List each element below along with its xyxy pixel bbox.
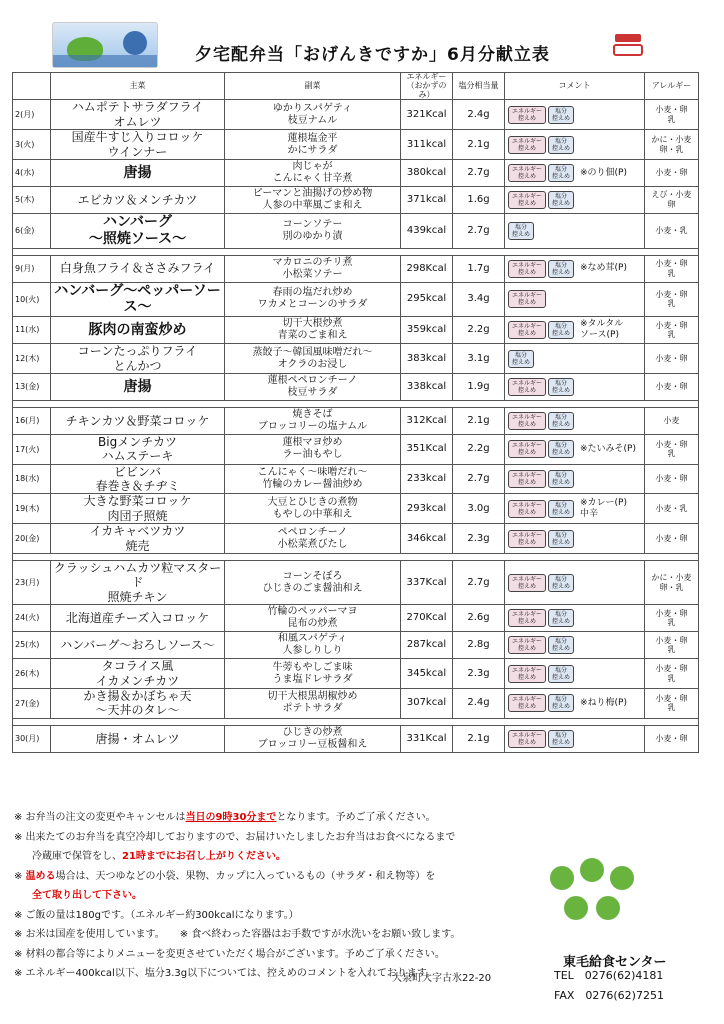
row-side-dish: コーンそぼろ ひじきのごま醤油和え — [225, 561, 401, 605]
row-salt: 2.1g — [453, 407, 505, 434]
row-side-dish: 蒸餃子～韓国風味噌だれ～ オクラのお浸し — [225, 344, 401, 374]
row-comment — [505, 213, 645, 248]
salt-low-chip: 塩分 控えめ — [548, 609, 574, 627]
row-comment — [505, 373, 645, 400]
row-day: 13(金) — [13, 373, 51, 400]
week-separator — [13, 248, 699, 255]
row-energy: 383kcal — [401, 344, 453, 374]
row-energy: 331Kcal — [401, 725, 453, 752]
row-salt: 2.8g — [453, 632, 505, 659]
row-energy: 233kcal — [401, 464, 453, 494]
row-day: 27(金) — [13, 689, 51, 719]
row-side-dish: コーンソテー 別のゆかり漬 — [225, 213, 401, 248]
salt-low-chip: 塩分 控えめ — [508, 222, 534, 240]
row-side-dish: 竹輪のペッパーマヨ 昆布の炒煮 — [225, 605, 401, 632]
row-note: ※のり佃(P) — [580, 167, 627, 178]
row-energy: 293kcal — [401, 494, 453, 524]
menu-row — [13, 632, 699, 659]
row-energy: 295kcal — [401, 282, 453, 317]
row-allergy: えび・小麦 卵 — [645, 186, 699, 213]
row-main-dish: クラッシュハムカツ粒マスタード 照焼チキン — [51, 561, 225, 605]
row-energy: 439kcal — [401, 213, 453, 248]
energy-low-chip: エネルギー 控えめ — [508, 378, 546, 396]
row-salt: 2.2g — [453, 434, 505, 464]
menu-row — [13, 434, 699, 464]
row-main-dish: 唐揚・オムレツ — [51, 725, 225, 752]
row-allergy: 小麦・乳 — [645, 494, 699, 524]
row-day: 24(火) — [13, 605, 51, 632]
row-salt: 2.6g — [453, 605, 505, 632]
row-side-dish: ペペロンチーノ 小松菜煮びたし — [225, 524, 401, 554]
row-main-dish: ハムポテトサラダフライ オムレツ — [51, 100, 225, 130]
row-side-dish: マカロニのチリ煮 小松菜ソテー — [225, 255, 401, 282]
menu-row — [13, 159, 699, 186]
row-salt: 2.7g — [453, 464, 505, 494]
frog-illustration — [546, 836, 646, 936]
week-separator — [13, 554, 699, 561]
row-note: ※なめ茸(P) — [580, 263, 627, 274]
menu-row — [13, 659, 699, 689]
row-comment — [505, 186, 645, 213]
week-separator — [13, 400, 699, 407]
note-fridge: 冷蔵庫で保管をし、21時までにお召し上がりください。 — [32, 851, 286, 862]
row-main-dish: チキンカツ＆野菜コロッケ — [51, 407, 225, 434]
menu-row — [13, 344, 699, 374]
row-day: 9(月) — [13, 255, 51, 282]
row-allergy: 小麦・卵 — [645, 725, 699, 752]
address: 大泉町大字古氷22-20 — [392, 973, 492, 984]
row-side-dish: ゆかりスパゲティ 枝豆ナムル — [225, 100, 401, 130]
row-main-dish: 北海道産チーズ入コロッケ — [51, 605, 225, 632]
salt-low-chip: 塩分 控えめ — [548, 106, 574, 124]
energy-low-chip: エネルギー 控えめ — [508, 290, 546, 308]
salt-low-chip: 塩分 控えめ — [548, 321, 574, 339]
row-energy: 380kcal — [401, 159, 453, 186]
row-day: 20(金) — [13, 524, 51, 554]
row-main-dish: 豚肉の南蛮炒め — [51, 317, 225, 344]
energy-low-chip: エネルギー 控えめ — [508, 321, 546, 339]
row-allergy: かに・小麦 卵・乳 — [645, 561, 699, 605]
row-allergy: 小麦・卵 乳 — [645, 317, 699, 344]
row-day: 16(月) — [13, 407, 51, 434]
row-day: 11(水) — [13, 317, 51, 344]
row-energy: 351Kcal — [401, 434, 453, 464]
note-comment-rule: ※ エネルギー400kcal以下、塩分3.3g以下については、控えめのコメントを入れております。 — [14, 968, 437, 979]
row-allergy: 小麦・卵 乳 — [645, 605, 699, 632]
row-comment — [505, 632, 645, 659]
row-side-dish: 大豆とひじきの煮物 もやしの中華和え — [225, 494, 401, 524]
energy-low-chip: エネルギー 控えめ — [508, 440, 546, 458]
row-allergy: 小麦・卵 乳 — [645, 689, 699, 719]
center-name: 東毛給食センター — [563, 955, 667, 970]
salt-low-chip: 塩分 控えめ — [548, 164, 574, 182]
row-comment — [505, 524, 645, 554]
row-energy: 338kcal — [401, 373, 453, 400]
row-main-dish: ビビンバ 春巻き＆チヂミ — [51, 464, 225, 494]
row-salt: 2.3g — [453, 659, 505, 689]
row-energy: 298Kcal — [401, 255, 453, 282]
menu-row — [13, 317, 699, 344]
week-separator — [13, 718, 699, 725]
row-day: 23(月) — [13, 561, 51, 605]
row-side-dish: 蓮根マヨ炒め ラー油もやし — [225, 434, 401, 464]
row-salt: 2.3g — [453, 524, 505, 554]
row-allergy: かに・小麦 卵・乳 — [645, 130, 699, 160]
row-day: 30(月) — [13, 725, 51, 752]
row-day: 2(月) — [13, 100, 51, 130]
salt-low-chip: 塩分 控えめ — [548, 636, 574, 654]
row-energy: 270Kcal — [401, 605, 453, 632]
row-allergy: 小麦・卵 乳 — [645, 659, 699, 689]
row-energy: 287kcal — [401, 632, 453, 659]
menu-row — [13, 464, 699, 494]
row-side-dish: 焼きそば ブロッコリーの塩ナムル — [225, 407, 401, 434]
row-day: 19(木) — [13, 494, 51, 524]
salt-low-chip: 塩分 控えめ — [548, 260, 574, 278]
row-main-dish: 大きな野菜コロッケ 肉団子照焼 — [51, 494, 225, 524]
row-energy: 359kcal — [401, 317, 453, 344]
row-allergy: 小麦・乳 — [645, 213, 699, 248]
row-comment — [505, 464, 645, 494]
menu-row — [13, 524, 699, 554]
row-main-dish: 国産牛すじ入りコロッケ ウインナー — [51, 130, 225, 160]
row-side-dish: 切干大根黒胡椒炒め ポテトサラダ — [225, 689, 401, 719]
row-energy: 307kcal — [401, 689, 453, 719]
energy-low-chip: エネルギー 控えめ — [508, 636, 546, 654]
row-day: 18(水) — [13, 464, 51, 494]
note-heating: ※ 温める場合は、天つゆなどの小袋、果物、カップに入っているもの（サラダ・和え物等）を — [14, 870, 436, 882]
fax-number: FAX 0276(62)7251 — [554, 989, 664, 1002]
note-rice: ※ ご飯の量は180gです。（エネルギー約300kcalになります。） — [14, 909, 299, 921]
row-allergy: 小麦・卵 — [645, 373, 699, 400]
row-energy: 312Kcal — [401, 407, 453, 434]
menu-row — [13, 494, 699, 524]
tel-number: TEL 0276(62)4181 — [554, 969, 664, 982]
row-comment — [505, 725, 645, 752]
row-side-dish: 肉じゃが こんにゃく甘辛煮 — [225, 159, 401, 186]
row-salt: 1.6g — [453, 186, 505, 213]
note-menu-change: ※ 材料の都合等によりメニューを変更させていただく場合がございます。予めご了承ください。 — [14, 948, 445, 960]
menu-row — [13, 407, 699, 434]
salt-low-chip: 塩分 控えめ — [548, 730, 574, 748]
row-comment — [505, 605, 645, 632]
row-day: 25(水) — [13, 632, 51, 659]
row-main-dish: エビカツ＆メンチカツ — [51, 186, 225, 213]
row-comment — [505, 434, 645, 464]
header-energy: エネルギー （おかずのみ） — [401, 73, 453, 100]
row-comment — [505, 100, 645, 130]
salt-low-chip: 塩分 控えめ — [548, 665, 574, 683]
row-salt: 3.4g — [453, 282, 505, 317]
row-comment — [505, 407, 645, 434]
row-day: 17(火) — [13, 434, 51, 464]
note-storage: ※ 出来たてのお弁当を真空冷却しておりますので、お届けいたしましたお弁当はお食べになるまで — [14, 831, 456, 843]
row-main-dish: Bigメンチカツ ハムステーキ — [51, 434, 225, 464]
energy-low-chip: エネルギー 控えめ — [508, 500, 546, 518]
row-main-dish: コーンたっぷりフライ とんかつ — [51, 344, 225, 374]
row-note: ※たいみそ(P) — [580, 443, 636, 454]
row-salt: 3.1g — [453, 344, 505, 374]
salt-low-chip: 塩分 控えめ — [548, 470, 574, 488]
row-main-dish: 唐揚 — [51, 373, 225, 400]
row-side-dish: ひじきの炒煮 ブロッコリー豆板醤和え — [225, 725, 401, 752]
note-rice-origin: ※ お米は国産を使用しています。 ※ 食べ終わった容器はお手数ですが水洗いをお願い致します。 — [14, 929, 461, 940]
row-side-dish: 蓮根塩金平 かにサラダ — [225, 130, 401, 160]
catering-logo-icon — [605, 30, 651, 60]
row-energy: 346kcal — [401, 524, 453, 554]
energy-low-chip: エネルギー 控えめ — [508, 412, 546, 430]
row-note: ※タルタル ソース(P) — [580, 319, 624, 341]
row-side-dish: 切干大根炒煮 青菜のごま和え — [225, 317, 401, 344]
page-title: 夕宅配弁当「おげんきですか」6月分献立表 — [195, 45, 550, 65]
salt-low-chip: 塩分 控えめ — [548, 530, 574, 548]
row-main-dish: タコライス風 イカメンチカツ — [51, 659, 225, 689]
row-comment — [505, 130, 645, 160]
energy-low-chip: エネルギー 控えめ — [508, 574, 546, 592]
row-salt: 1.9g — [453, 373, 505, 400]
row-salt: 2.1g — [453, 725, 505, 752]
row-salt: 2.4g — [453, 689, 505, 719]
row-comment — [505, 159, 645, 186]
menu-row — [13, 725, 699, 752]
row-comment — [505, 561, 645, 605]
header-side: 副菜 — [225, 73, 401, 100]
energy-low-chip: エネルギー 控えめ — [508, 191, 546, 209]
salt-low-chip: 塩分 控えめ — [548, 191, 574, 209]
row-main-dish: 白身魚フライ＆ささみフライ — [51, 255, 225, 282]
row-salt: 1.7g — [453, 255, 505, 282]
menu-row — [13, 255, 699, 282]
row-comment — [505, 494, 645, 524]
row-side-dish: 牛蒡もやしごま味 うま塩ドレサラダ — [225, 659, 401, 689]
row-side-dish: 蓮根ペペロンチーノ 枝豆サラダ — [225, 373, 401, 400]
salt-low-chip: 塩分 控えめ — [548, 136, 574, 154]
energy-low-chip: エネルギー 控えめ — [508, 136, 546, 154]
row-energy: 337Kcal — [401, 561, 453, 605]
row-salt: 2.7g — [453, 159, 505, 186]
salt-low-chip: 塩分 控えめ — [548, 574, 574, 592]
row-main-dish: ハンバーグ～ペッパーソース～ — [51, 282, 225, 317]
row-side-dish: 春雨の塩だれ炒め ワカメとコーンのサラダ — [225, 282, 401, 317]
row-comment — [505, 282, 645, 317]
row-allergy: 小麦・卵 — [645, 464, 699, 494]
row-main-dish: 唐揚 — [51, 159, 225, 186]
salt-low-chip: 塩分 控えめ — [548, 412, 574, 430]
energy-low-chip: エネルギー 控えめ — [508, 164, 546, 182]
menu-table — [12, 72, 699, 753]
row-allergy: 小麦・卵 — [645, 524, 699, 554]
energy-low-chip: エネルギー 控えめ — [508, 730, 546, 748]
row-day: 5(木) — [13, 186, 51, 213]
salt-low-chip: 塩分 控えめ — [508, 350, 534, 368]
energy-low-chip: エネルギー 控えめ — [508, 694, 546, 712]
row-allergy: 小麦 — [645, 407, 699, 434]
row-allergy: 小麦・卵 — [645, 159, 699, 186]
row-allergy: 小麦・卵 乳 — [645, 632, 699, 659]
row-salt: 2.7g — [453, 561, 505, 605]
row-note: ※ねり梅(P) — [580, 697, 627, 708]
row-energy: 371kcal — [401, 186, 453, 213]
header-allergy: アレルギー — [645, 73, 699, 100]
menu-row — [13, 130, 699, 160]
row-day: 4(水) — [13, 159, 51, 186]
row-allergy: 小麦・卵 乳 — [645, 100, 699, 130]
salt-low-chip: 塩分 控えめ — [548, 694, 574, 712]
energy-low-chip: エネルギー 控えめ — [508, 609, 546, 627]
header-main: 主菜 — [51, 73, 225, 100]
row-energy: 311kcal — [401, 130, 453, 160]
row-salt: 2.7g — [453, 213, 505, 248]
energy-low-chip: エネルギー 控えめ — [508, 106, 546, 124]
menu-row — [13, 282, 699, 317]
salt-low-chip: 塩分 控えめ — [548, 440, 574, 458]
note-remove: 全て取り出して下さい。 — [32, 890, 142, 901]
menu-row — [13, 561, 699, 605]
row-comment — [505, 689, 645, 719]
row-allergy: 小麦・卵 — [645, 344, 699, 374]
note-cancel: ※ お弁当の注文の変更やキャンセルは当日の9時30分までとなります。予めご了承ください。 — [14, 812, 436, 823]
energy-low-chip: エネルギー 控えめ — [508, 260, 546, 278]
row-salt: 2.1g — [453, 130, 505, 160]
row-day: 26(木) — [13, 659, 51, 689]
row-comment — [505, 255, 645, 282]
row-allergy: 小麦・卵 乳 — [645, 434, 699, 464]
row-comment — [505, 317, 645, 344]
row-energy: 321Kcal — [401, 100, 453, 130]
header-salt: 塩分相当量 — [453, 73, 505, 100]
row-day: 6(金) — [13, 213, 51, 248]
row-energy: 345kcal — [401, 659, 453, 689]
menu-row — [13, 373, 699, 400]
energy-low-chip: エネルギー 控えめ — [508, 470, 546, 488]
energy-low-chip: エネルギー 控えめ — [508, 665, 546, 683]
row-side-dish: ピーマンと油揚げの炒め物 人参の中華風ごま和え — [225, 186, 401, 213]
header-day — [13, 73, 51, 100]
row-main-dish: イカキャベツカツ 焼売 — [51, 524, 225, 554]
salt-low-chip: 塩分 控えめ — [548, 500, 574, 518]
row-allergy: 小麦・卵 乳 — [645, 255, 699, 282]
logo-image — [52, 22, 158, 68]
row-main-dish: ハンバーグ ～照焼ソース～ — [51, 213, 225, 248]
energy-low-chip: エネルギー 控えめ — [508, 530, 546, 548]
row-side-dish: 和風スパゲティ 人参しりしり — [225, 632, 401, 659]
row-main-dish: かき揚＆かぼちゃ天 ～天丼のタレ～ — [51, 689, 225, 719]
header-comment: コメント — [505, 73, 645, 100]
row-day: 3(火) — [13, 130, 51, 160]
menu-row — [13, 213, 699, 248]
row-side-dish: こんにゃく～味噌だれ～ 竹輪のカレー醤油炒め — [225, 464, 401, 494]
row-allergy: 小麦・卵 乳 — [645, 282, 699, 317]
row-comment — [505, 344, 645, 374]
row-day: 12(木) — [13, 344, 51, 374]
row-comment — [505, 659, 645, 689]
menu-row — [13, 100, 699, 130]
menu-row — [13, 689, 699, 719]
row-salt: 2.4g — [453, 100, 505, 130]
row-salt: 3.0g — [453, 494, 505, 524]
menu-row — [13, 186, 699, 213]
row-salt: 2.2g — [453, 317, 505, 344]
row-main-dish: ハンバーグ～おろしソース～ — [51, 632, 225, 659]
notes-section — [14, 808, 534, 984]
row-day: 10(火) — [13, 282, 51, 317]
menu-row — [13, 605, 699, 632]
row-note: ※カレー(P) 中辛 — [580, 498, 627, 519]
salt-low-chip: 塩分 控えめ — [548, 378, 574, 396]
